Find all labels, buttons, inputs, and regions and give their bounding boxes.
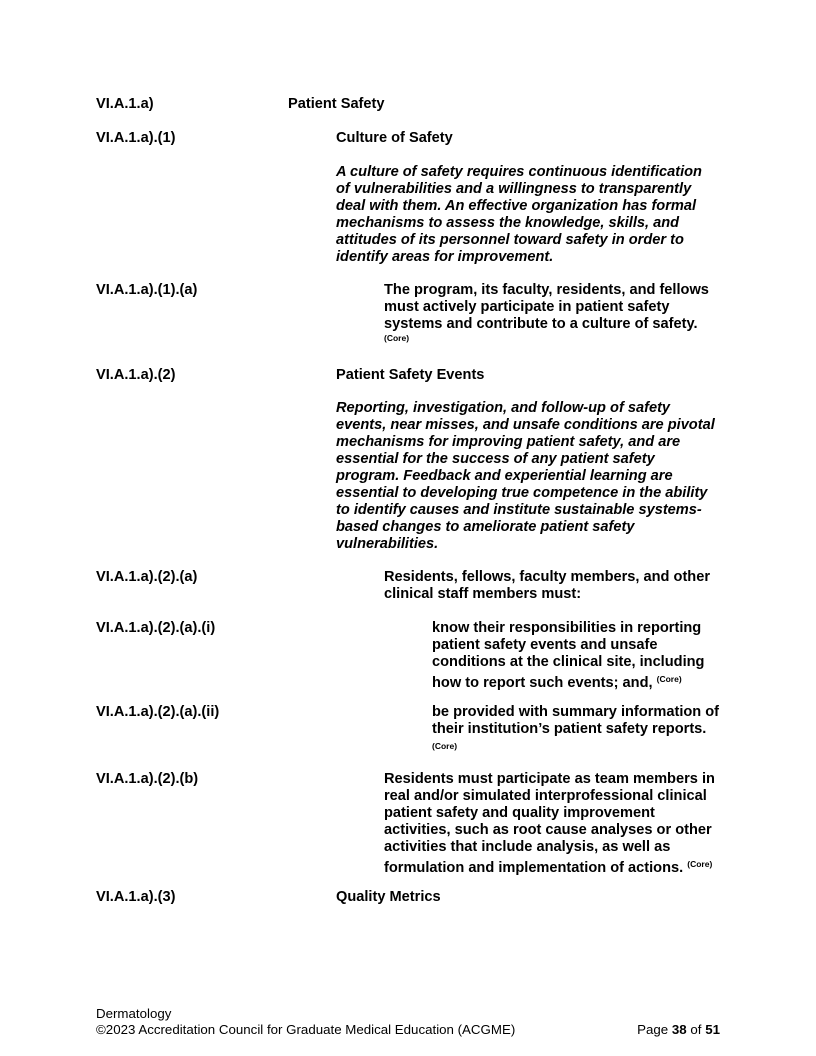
requirement-text-block: [384, 282, 720, 343]
section-number: VI.A.1.a).(2).(a): [96, 569, 198, 585]
requirement-text-block: [432, 620, 720, 692]
section-number: VI.A.1.a): [96, 96, 154, 112]
core-tag: (Core): [384, 333, 410, 343]
page-indicator: [637, 1022, 720, 1038]
section-heading: Culture of Safety: [336, 130, 453, 146]
section-heading: Patient Safety: [288, 96, 385, 112]
section-number: VI.A.1.a).(2).(a).(i): [96, 620, 216, 636]
requirement-text-block: [432, 704, 720, 759]
section-number: VI.A.1.a).(2): [96, 367, 176, 383]
requirement-text: be provided with summary information of their institution’s patient safety reports.: [432, 704, 720, 737]
footer-line: [96, 1022, 720, 1038]
footer-copyright: ©2023 Accreditation Council for Graduate Medical Education (ACGME): [96, 1022, 516, 1037]
background-intro-text: Reporting, investigation, and follow-up of safety events, near misses, and unsafe conditions are pivotal mechanisms for improving patient safety, and are essential for the success of any patient safety program. Feedback and experiential learning are essential to developing true competence in the ability to identify causes and institute sustainable systems-based changes to ameliorate patient safety vulnerabilities.: [336, 400, 715, 552]
page-prefix: Page: [637, 1022, 669, 1037]
page-of: of: [690, 1022, 702, 1037]
requirement-text: Residents, fellows, faculty members, and other clinical staff members must:: [384, 569, 711, 602]
requirement-text: The program, its faculty, residents, and fellows must actively participate in patient safety systems and contribute to a culture of safety.: [384, 282, 709, 332]
requirement-text: Residents must participate as team members in real and/or simulated interprofessional clinical patient safety and quality improvement activities, such as root cause analyses or other activities that include analysis, as well as formulation and implementation of actions.: [384, 771, 715, 876]
section-number: VI.A.1.a).(1).(a): [96, 282, 198, 298]
section-number: VI.A.1.a).(2).(a).(ii): [96, 704, 220, 720]
core-tag: (Core): [687, 859, 713, 869]
page-current: 38: [671, 1022, 687, 1037]
section-number: VI.A.1.a).(3): [96, 889, 176, 905]
requirement-text-block: [384, 771, 724, 877]
page-total: 51: [705, 1022, 720, 1037]
section-heading: Patient Safety Events: [336, 367, 485, 383]
footer-specialty: Dermatology: [96, 1006, 172, 1021]
section-heading: Quality Metrics: [336, 889, 441, 905]
core-tag: (Core): [432, 741, 458, 751]
requirement-text: know their responsibilities in reporting patient safety events and unsafe conditions at the clinical site, including how to report such events; and,: [432, 620, 705, 691]
background-intro-text: A culture of safety requires continuous identification of vulnerabilities and a willingness to transparently deal with them. An effective organization has formal mechanisms to assess the knowledge, skills, and attitudes of its personnel toward safety in order to identify areas for improvement.: [336, 164, 702, 265]
section-number: VI.A.1.a).(1): [96, 130, 176, 146]
core-tag: (Core): [656, 674, 682, 684]
section-number: VI.A.1.a).(2).(b): [96, 771, 199, 787]
